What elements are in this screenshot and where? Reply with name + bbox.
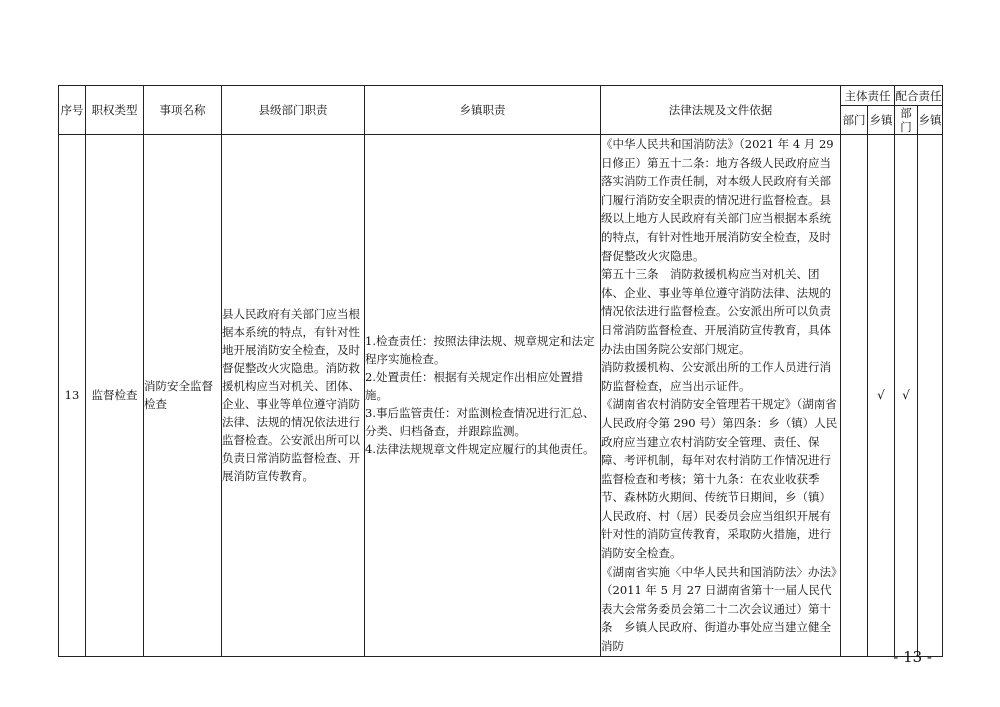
header-main-responsibility: 主体责任	[841, 86, 895, 106]
header-no: 序号	[59, 86, 86, 135]
header-town-duty: 乡镇职责	[365, 86, 601, 135]
header-item-name: 事项名称	[144, 86, 222, 135]
header-law-basis: 法律法规及文件依据	[601, 86, 841, 135]
town-duty-item: 4.法律法规规章文件规定应履行的其他责任。	[365, 442, 595, 457]
cell-power-type: 监督检查	[86, 135, 144, 657]
cell-county-duty: 县人民政府有关部门应当根据本系统的特点，有针对性地开展消防安全检查，及时督促整改火灾隐患。消防救援机构应当对机关、团体、企业、事业等单位遵守消防法律、法规的情况依法进行监督检查。公安派出所可以负责日常消防监督检查、开展消防宣传教育。	[222, 135, 365, 657]
header-coop-town: 乡镇	[918, 106, 943, 135]
page-number: - 13 -	[893, 648, 932, 666]
cell-main-town: √	[868, 135, 895, 657]
law-paragraph: 《湖南省农村消防安全管理若干规定》（湖南省人民政府令第 290 号）第四条：乡（镇）人民政府应当建立农村消防安全管理、责任、保障、考评机制，每年对农村消防工作情况进行监督检查和考核；第十九条：在农业收获季节、森林防火期间、传统节日期间，乡（镇）人民政府、村（居）民委员会应当组织开展有针对性的消防宣传教育，采取防火措施，进行消防安全检查。	[601, 397, 838, 561]
cell-main-dept	[841, 135, 868, 657]
town-duty-item: 1.检查责任：按照法律法规、规章规定和法定程序实施检查。	[365, 334, 595, 367]
law-paragraph: 第五十三条 消防救援机构应当对机关、团体、企业、事业等单位遵守消防法律、法规的情况依法进行监督检查。公安派出所可以负责日常消防监督检查、开展消防宣传教育，具体办法由国务院公安部门规定。	[601, 267, 831, 356]
law-paragraph: 《湖南省实施〈中华人民共和国消防法〉办法》（2011 年 5 月 27 日湖南省第十一届人民代表大会常务委员会第二十二次会议通过）第十条 乡镇人民政府、街道办事处应当建立健全消防	[601, 564, 837, 654]
responsibility-table	[58, 85, 943, 657]
header-power-type: 职权类型	[86, 86, 144, 135]
law-paragraph: 消防救援机构、公安派出所的工作人员进行消防监督检查，应当出示证件。	[601, 360, 831, 393]
header-main-town: 乡镇	[868, 106, 895, 135]
header-coop-responsibility: 配合责任	[895, 86, 943, 106]
header-coop-dept: 部门	[895, 106, 918, 135]
town-duty-item: 3.事后监管责任：对监测检查情况进行汇总、分类、归档备查，并跟踪监测。	[365, 406, 595, 439]
law-paragraph: 《中华人民共和国消防法》（2021 年 4 月 29 日修正）第五十二条：地方各级人民政府应当落实消防工作责任制，对本级人民政府有关部门履行消防安全职责的情况进行监督检查。县级以上地方人民政府有关部门应当根据本系统的特点，有针对性地开展消防安全检查，及时督促整改火灾隐患。	[601, 137, 834, 263]
cell-town-duty	[365, 135, 601, 657]
header-county-duty: 县级部门职责	[222, 86, 365, 135]
cell-coop-town	[918, 135, 943, 657]
cell-item-name: 消防安全监督检查	[144, 135, 222, 657]
cell-law-basis	[601, 135, 841, 657]
town-duty-item: 2.处置责任：根据有关规定作出相应处置措施。	[365, 370, 583, 403]
cell-coop-dept: √	[895, 135, 918, 657]
header-main-dept: 部门	[841, 106, 868, 135]
cell-no: 13	[59, 135, 86, 657]
table-row	[59, 135, 943, 657]
